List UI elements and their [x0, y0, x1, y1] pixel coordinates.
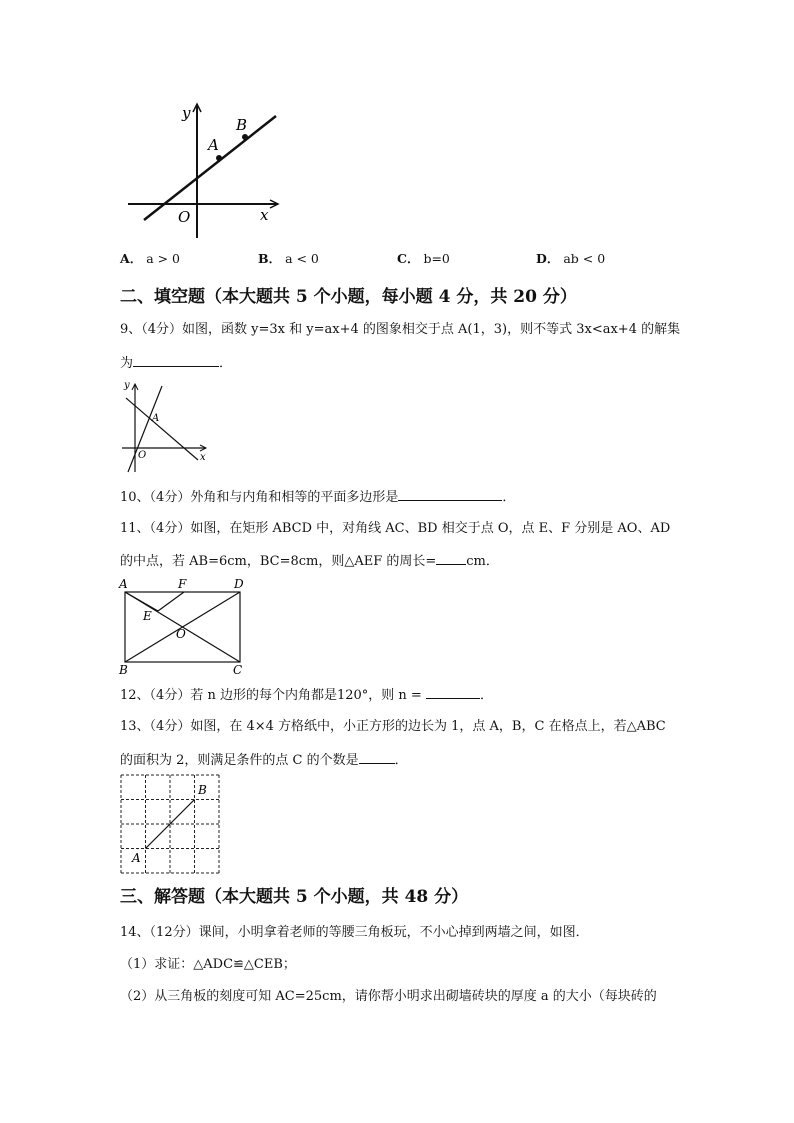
q9-line-2: 为 ． — [120, 353, 232, 373]
segment-ae — [125, 592, 158, 611]
label-d: D — [234, 577, 244, 591]
label-a: A — [152, 413, 160, 424]
q10-answer-blank[interactable] — [398, 487, 502, 501]
q13-line-1: 13、（4分）如图，在 4×4 方格纸中，小正方形的边长为 1，点 A，B，C 在格点上，若△ABC — [120, 719, 666, 734]
figure-4-grid — [118, 772, 224, 876]
label-e: E — [143, 609, 152, 623]
point-b — [242, 134, 248, 140]
section-3-title: 三、解答题（本大题共 5 个小题，共 48 分） — [120, 887, 469, 907]
q12-answer-blank[interactable] — [426, 685, 480, 699]
figure-1-line-graph — [118, 98, 288, 243]
segment-ef — [158, 592, 184, 611]
q13-answer-blank[interactable] — [359, 750, 395, 764]
label-x: x — [200, 452, 206, 463]
q12: 12、（4分）若 n 边形的每个内角都是120°，则 n = ． — [120, 685, 493, 705]
label-b: B — [198, 783, 207, 797]
label-c: C — [233, 663, 243, 677]
label-a: A — [208, 136, 219, 154]
figure-3-rectangle — [118, 576, 248, 678]
q10: 10、（4分）外角和与内角和相等的平面多边形是 ． — [120, 487, 515, 507]
option-b: B． a < 0 — [258, 251, 319, 266]
figure-2-two-lines — [118, 378, 213, 476]
point-a — [216, 155, 222, 161]
label-y: y — [124, 380, 130, 391]
label-origin: O — [138, 450, 147, 461]
angle-value: 120° — [336, 688, 369, 703]
label-y: y — [182, 104, 191, 122]
label-b: B — [236, 116, 248, 134]
label-a: A — [119, 577, 128, 591]
q11-line-2: 的中点，若 AB=6cm，BC=8cm，则△AEF 的周长= cm． — [120, 551, 499, 571]
option-c: C． b=0 — [397, 251, 450, 266]
q14-line-3: （2）从三角板的刻度可知 AC=25cm，请你帮小明求出砌墙砖块的厚度 a 的大小（每块砖的 — [120, 989, 657, 1004]
label-f: F — [178, 577, 187, 591]
q13-line-2: 的面积为 2，则满足条件的点 C 的个数是 ． — [120, 750, 408, 770]
option-d: D． ab < 0 — [536, 251, 606, 266]
q14-line-1: 14、（12分）课间，小明拿着老师的等腰三角板玩，不小心掉到两墙之间，如图． — [120, 925, 589, 940]
q11-line-1: 11、（4分）如图，在矩形 ABCD 中，对角线 AC、BD 相交于点 O，点 E、F 分别是 AO、AD — [120, 521, 671, 536]
q9-line-1: 9、（4分）如图，函数 y=3x 和 y=ax+4 的图象相交于点 A(1，3)，则不等式 3x<ax+4 的解集 — [120, 322, 681, 337]
q11-answer-blank[interactable] — [436, 551, 466, 565]
label-x: x — [260, 206, 269, 224]
section-2-title: 二、填空题（本大题共 5 个小题，每小题 4 分，共 20 分） — [120, 287, 577, 307]
label-b: B — [119, 663, 128, 677]
q14-line-2: （1）求证：△ADC≌△CEB； — [120, 957, 296, 972]
option-a: A． a > 0 — [120, 251, 181, 266]
label-a: A — [132, 851, 141, 865]
label-o: O — [176, 627, 186, 641]
label-origin: O — [178, 208, 191, 226]
q9-answer-blank[interactable] — [133, 353, 219, 367]
